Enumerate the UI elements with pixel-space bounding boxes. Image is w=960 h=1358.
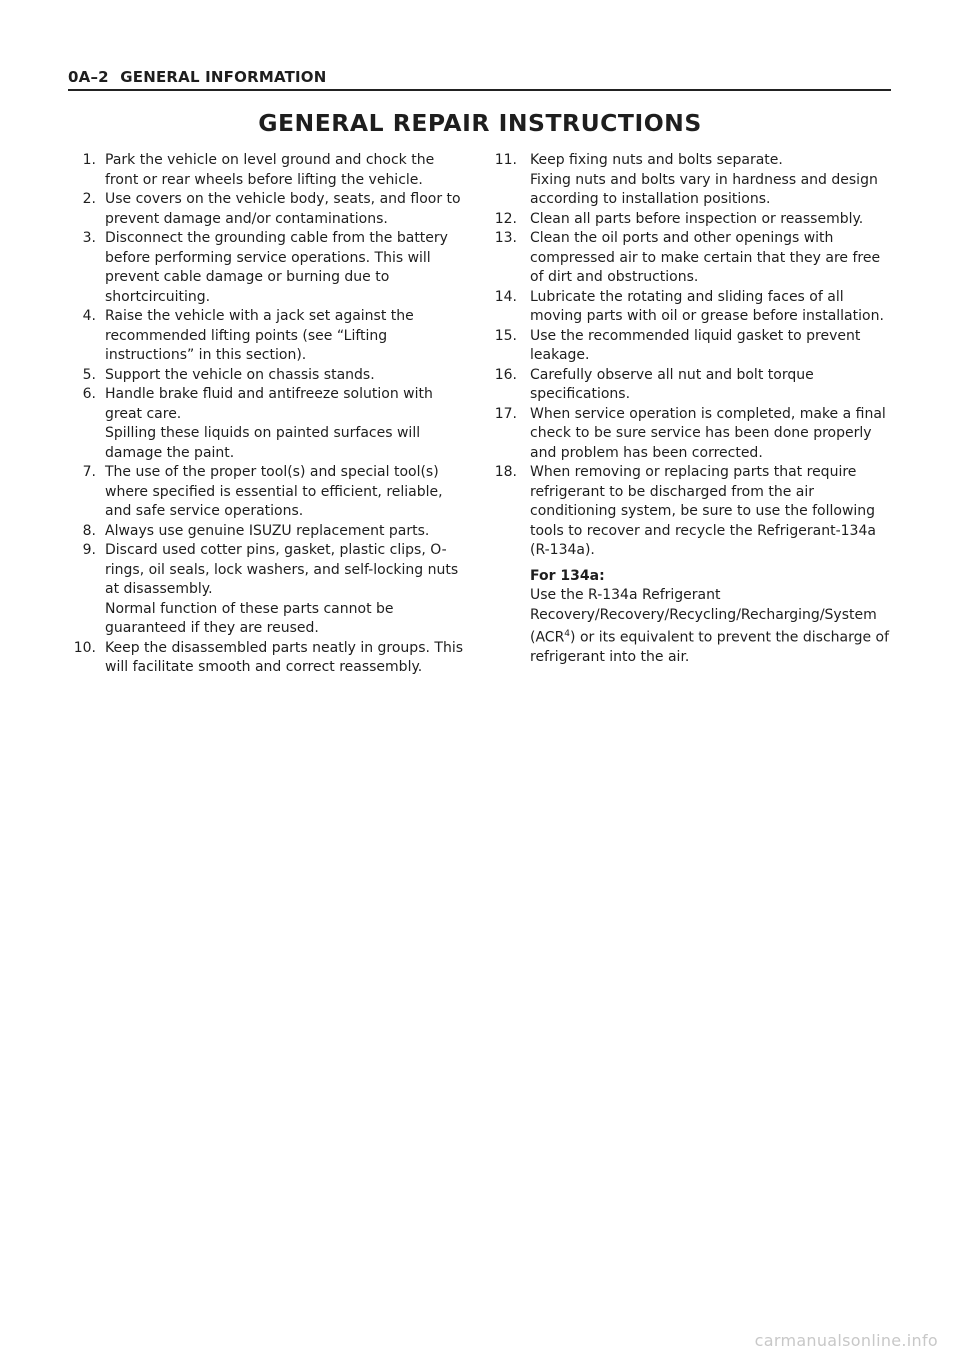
instruction-item <box>486 229 898 288</box>
item-paragraph: When removing or replacing parts that require refrigerant to be discharged from the air conditioning system, be sure to use the following tools to recover and recycle the Refrigerant-134a (R-134a). <box>530 464 876 558</box>
item-paragraph: Clean the oil ports and other openings with compressed air to make certain that they are free of dirt and obstructions. <box>530 230 881 285</box>
note-text-after: ) or its equivalent to prevent the discharge of refrigerant into the air. <box>530 629 890 666</box>
item-paragraph: Handle brake fluid and antifreeze solution with great care. <box>105 386 433 422</box>
item-paragraph: Spilling these liquids on painted surfaces will damage the paint. <box>105 425 421 461</box>
item-text <box>517 151 898 210</box>
instruction-item <box>486 366 898 405</box>
item-number: 10. <box>73 639 96 656</box>
item-text <box>517 210 898 230</box>
instruction-item <box>60 541 470 639</box>
item-number: 15. <box>494 327 517 344</box>
page-header <box>68 68 891 91</box>
item-paragraph: Clean all parts before inspection or reassembly. <box>530 210 864 227</box>
item-text <box>96 541 470 639</box>
item-number: 12. <box>494 210 517 227</box>
item-text <box>96 366 470 386</box>
item-text <box>517 327 898 366</box>
item-number: 4. <box>82 308 96 324</box>
item-number: 8. <box>82 522 96 539</box>
item-text <box>96 385 470 463</box>
item-number: 7. <box>82 464 96 480</box>
note-text <box>530 586 898 668</box>
instruction-item <box>486 405 898 464</box>
item-paragraph: Support the vehicle on chassis stands. <box>105 366 375 383</box>
note-text-before: Use the R-134a Refrigerant Recovery/Recovery/Recycling/Recharging/System (ACR <box>530 587 877 646</box>
item-paragraph: Raise the vehicle with a jack set against the recommended lifting points (see “Lifting instructions” in this section). <box>105 308 414 363</box>
page-code: 0A–2 <box>68 68 109 86</box>
item-number: 16. <box>494 366 517 383</box>
item-text <box>517 366 898 405</box>
item-text <box>517 288 898 327</box>
left-instruction-list <box>60 151 470 678</box>
note-title: For 134a: <box>530 567 605 584</box>
item-text <box>96 639 470 678</box>
item-text <box>96 229 470 307</box>
item-paragraph: Discard used cotter pins, gasket, plastic clips, O-rings, oil seals, lock washers, and self-locking nuts at disassembly. <box>105 542 459 597</box>
item-text <box>517 229 898 288</box>
item-text <box>96 522 470 542</box>
instruction-item <box>60 522 470 542</box>
instruction-item <box>60 151 470 190</box>
watermark: carmanualsonline.info <box>754 1331 938 1350</box>
instruction-item <box>486 463 898 561</box>
item-paragraph: Park the vehicle on level ground and chock the front or rear wheels before lifting the vehicle. <box>105 152 435 188</box>
item-paragraph: Always use genuine ISUZU replacement parts. <box>105 522 430 539</box>
instruction-item <box>486 151 898 210</box>
item-number: 11. <box>494 152 517 168</box>
item-paragraph: Carefully observe all nut and bolt torque specifications. <box>530 366 814 402</box>
item-text <box>517 405 898 464</box>
item-number: 17. <box>494 405 517 422</box>
instruction-item <box>486 327 898 366</box>
item-number: 3. <box>82 230 96 246</box>
item-number: 14. <box>494 288 517 305</box>
section-name: GENERAL INFORMATION <box>120 68 327 86</box>
item-text <box>96 307 470 366</box>
left-column <box>60 151 470 678</box>
refrigerant-note <box>486 567 898 668</box>
instruction-item <box>60 385 470 463</box>
instruction-item <box>486 288 898 327</box>
item-paragraph: Keep the disassembled parts neatly in groups. This will facilitate smooth and correct reassembly. <box>105 639 463 675</box>
item-number: 13. <box>494 230 517 246</box>
item-paragraph: Keep fixing nuts and bolts separate. <box>530 152 783 168</box>
item-number: 18. <box>494 464 517 480</box>
instruction-item <box>60 307 470 366</box>
right-column <box>486 151 898 668</box>
instruction-item <box>60 366 470 386</box>
instruction-item <box>486 210 898 230</box>
item-paragraph: Fixing nuts and bolts vary in hardness and design according to installation positions. <box>530 171 878 207</box>
item-paragraph: Use covers on the vehicle body, seats, and floor to prevent damage and/or contaminations. <box>105 191 461 227</box>
item-number: 5. <box>82 366 96 383</box>
page-title: GENERAL REPAIR INSTRUCTIONS <box>258 109 702 137</box>
instruction-item <box>60 463 470 522</box>
item-paragraph: The use of the proper tool(s) and special tool(s) where specified is essential to efficient, reliable, and safe service operations. <box>105 464 443 519</box>
item-number: 9. <box>82 542 96 558</box>
item-paragraph: Normal function of these parts cannot be guaranteed if they are reused. <box>105 600 394 636</box>
item-paragraph: When service operation is completed, make a final check to be sure service has been done properly and problem has been corrected. <box>530 405 886 461</box>
instruction-item <box>60 190 470 229</box>
right-instruction-list <box>486 151 898 561</box>
item-number: 2. <box>82 191 96 207</box>
note-superscript: 4 <box>564 629 571 639</box>
item-text <box>96 463 470 522</box>
item-paragraph: Use the recommended liquid gasket to prevent leakage. <box>530 327 861 363</box>
item-text <box>96 190 470 229</box>
item-text <box>517 463 898 561</box>
item-text <box>96 151 470 190</box>
instruction-item <box>60 229 470 307</box>
item-paragraph: Lubricate the rotating and sliding faces of all moving parts with oil or grease before installation. <box>530 288 884 324</box>
item-number: 1. <box>82 152 96 168</box>
item-number: 6. <box>82 386 96 402</box>
item-paragraph: Disconnect the grounding cable from the battery before performing service operations. This will prevent cable damage or burning due to shortcircuiting. <box>105 230 448 305</box>
instruction-item <box>60 639 470 678</box>
